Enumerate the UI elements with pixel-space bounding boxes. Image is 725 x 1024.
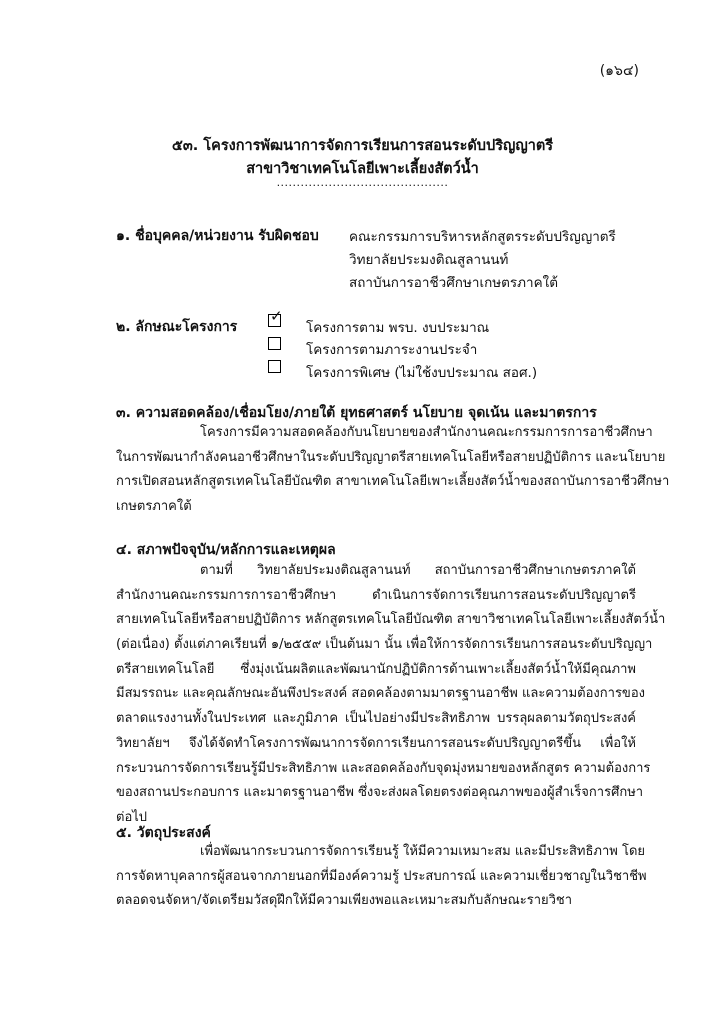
section-3-line-2: ในการพัฒนากำลังคนอาชีวศึกษาในระดับปริญญาตรีสายเทคโนโลยีหรือสายปฏิบัติการ และนโยบาย (116, 449, 666, 465)
checkbox-routine-project[interactable] (268, 337, 281, 350)
section-4-line-8: วิทยาลัยฯ จึงได้จัดทำโครงการพัฒนาการจัดการเรียนการสอนระดับปริญญาตรีขึ้น เพื่อให้ (116, 735, 636, 751)
section-4-line-2: สำนักงานคณะกรรมการการอาชีวศึกษา ดำเนินการจัดการเรียนการสอนระดับปริญญาตรี (116, 587, 636, 603)
document-title-line-2: สาขาวิชาเทคโนโลยีเพาะเลี้ยงสัตว์น้ำ (246, 161, 479, 177)
option-special-project: โครงการพิเศษ (ไม่ใช้งบประมาณ สอศ.) (306, 365, 538, 381)
option-budget-project: โครงการตาม พรบ. งบประมาณ (306, 320, 490, 336)
section-5-line-1: เพื่อพัฒนากระบวนการจัดการเรียนรู้ ให้มีความเหมาะสม และมีประสิทธิภาพ โดย (200, 844, 646, 859)
section-5-paragraph (116, 840, 647, 914)
page-number: (๑๖๔) (599, 63, 639, 79)
section-3-line-1: โครงการมีความสอดคล้องกับนโยบายของสำนักงานคณะกรรมการการอาชีวศึกษา (200, 425, 653, 440)
section-4-line-4: (ต่อเนื่อง) ตั้งแต่ภาคเรียนที่ ๑/๒๕๕๙ เป็นต้นมา นั้น เพื่อให้การจัดการเรียนการสอนระดับปริญญา (116, 637, 653, 653)
section-4-heading: ๔. สภาพปัจจุบัน/หลักการและเหตุผล (116, 542, 336, 558)
section-4-line-6: มีสมรรถนะ และคุณลักษณะอันพึงประสงค์ สอดคล้องตามมาตรฐานอาชีพ และความต้องการของ (116, 686, 645, 702)
section-3-line-3: การเปิดสอนหลักสูตรเทคโนโลยีบัณฑิต สาขาเทคโนโลยีเพาะเลี้ยงสัตว์น้ำของสถาบันการอาชีวศึกษา (116, 474, 670, 490)
section-4-line-10: ของสถานประกอบการ และมาตรฐานอาชีพ ซึ่งจะส่งผลโดยตรงต่อคุณภาพของผู้สำเร็จการศึกษา (116, 785, 644, 801)
section-2-heading: ๒. ลักษณะโครงการ (116, 319, 238, 335)
section-4-line-9: กระบวนการจัดการเรียนรู้มีประสิทธิภาพ และสอดคล้องกับจุดมุ่งหมายของหลักสูตร ความต้องการ (116, 760, 651, 776)
section-5-heading: ๕. วัตถุประสงค์ (116, 825, 211, 841)
section-1-line-2: วิทยาลัยประมงติณสูลานนท์ (349, 252, 509, 268)
title-dotted-separator: ........................................... (276, 176, 449, 189)
section-1-line-3: สถาบันการอาชีวศึกษาเกษตรภาคใต้ (349, 275, 559, 291)
section-3-line-4: เกษตรภาคใต้ (116, 499, 192, 515)
section-4-line-3: สายเทคโนโลยีหรือสายปฏิบัติการ หลักสูตรเทคโนโลยีบัณฑิต สาขาวิชาเทคโนโลยีเพาะเลี้ยงสัตว์น้ำ (116, 612, 666, 628)
section-3-heading: ๓. ความสอดคล้อง/เชื่อมโยง/ภายใต้ ยุทธศาสตร์ นโยบาย จุดเน้น และมาตรการ (116, 405, 597, 421)
document-title-line-1: ๕๓. โครงการพัฒนาการจัดการเรียนการสอนระดับปริญญาตรี (171, 138, 554, 154)
checkbox-budget-project[interactable] (268, 307, 283, 327)
section-4-line-5: ตรีสายเทคโนโลยี ซึ่งมุ่งเน้นผลิตและพัฒนานักปฏิบัติการด้านเพาะเลี้ยงสัตว์น้ำให้มีคุณภาพ (116, 661, 636, 677)
section-5-line-2: การจัดหาบุคลากรผู้สอนจากภายนอกที่มีองค์ความรู้ ประสบการณ์ และความเชี่ยวชาญในวิชาชีพ (116, 868, 647, 884)
section-4-paragraph (116, 559, 666, 831)
check-mark-icon: ✓ (270, 307, 283, 325)
option-routine-project: โครงการตามภาระงานประจำ (306, 342, 478, 358)
section-3-paragraph (116, 421, 670, 520)
section-4-line-11: ต่อไป (116, 809, 148, 825)
checkbox-special-project[interactable] (268, 360, 281, 373)
section-4-line-7: ตลาดแรงงานทั้งในประเทศ และภูมิภาค เป็นไปอย่างมีประสิทธิภาพ บรรลุผลตามวัตถุประสงค์ (116, 711, 636, 727)
section-5-line-3: ตลอดจนจัดหา/จัดเตรียมวัสดุฝึกให้มีความเพียงพอและเหมาะสมกับลักษณะรายวิชา (116, 893, 573, 909)
section-1-heading: ๑. ชื่อบุคคล/หน่วยงาน รับผิดชอบ (116, 228, 319, 244)
section-4-line-1: ตามที่ วิทยาลัยประมงติณสูลานนท์ สถาบันการอาชีวศึกษาเกษตรภาคใต้ (200, 563, 636, 578)
section-1-line-1: คณะกรรมการบริหารหลักสูตรระดับปริญญาตรี (349, 229, 616, 245)
